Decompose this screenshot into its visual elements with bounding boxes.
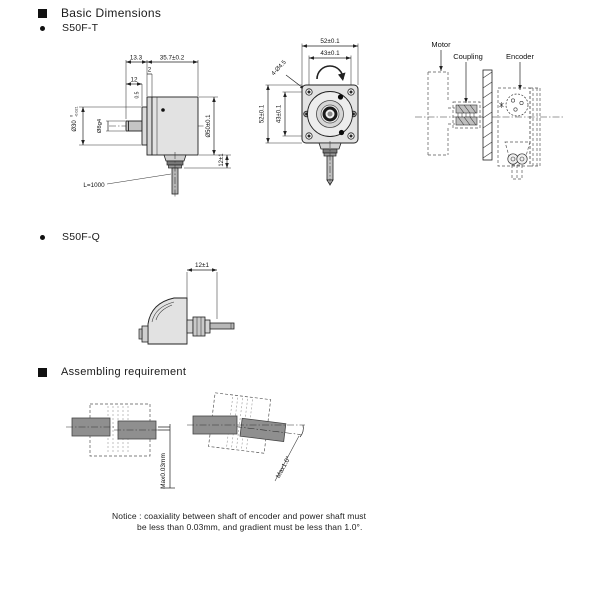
model-s50ft-row — [40, 22, 98, 34]
dim-holes: 4-Ø4.5 — [270, 59, 288, 78]
center-mark-icon — [500, 102, 504, 108]
encoder-rear-circle — [506, 94, 528, 116]
coaxiality-diagram — [62, 396, 180, 498]
dim-52-top: 52±0.1 — [320, 38, 340, 45]
rotation-arrow-icon — [317, 66, 343, 79]
angle-arc — [300, 425, 303, 437]
dim-13-3: 13.3 — [129, 54, 143, 62]
mounting-wall — [483, 70, 492, 160]
coupling-part — [453, 102, 480, 128]
square-bullet-icon — [38, 368, 47, 377]
rotation-arrowhead-icon — [338, 73, 346, 82]
q-cable — [210, 323, 234, 329]
s50fq-drawing — [138, 256, 263, 356]
section-basic-dimensions — [38, 6, 161, 20]
notice-line-2: be less than 0.03mm, and gradient must be less than 1.0°. — [137, 522, 363, 532]
assembling-title: Assembling requirement — [61, 366, 187, 378]
dim-0-5: 0.5 — [134, 91, 141, 99]
encoder-body — [152, 97, 198, 155]
circle-bullet-icon — [40, 235, 45, 240]
offset-marks — [158, 427, 170, 430]
flange-hole-top — [338, 94, 343, 99]
dim-35-7: 35.7±0.2 — [159, 54, 185, 62]
model-s50fq-label: S50F-Q — [62, 231, 100, 243]
flange-hole-bottom — [339, 130, 344, 135]
model-s50fq-row — [40, 231, 100, 243]
motor-label: Motor — [431, 40, 451, 49]
center-boss — [308, 92, 353, 137]
dim-d30-upper-tol: 0 — [69, 114, 74, 117]
motor-outline — [428, 72, 455, 155]
encoder-q-body — [148, 298, 187, 344]
dim-43-left: 43±0.1 — [276, 104, 283, 124]
circle-bullet-icon — [40, 26, 45, 31]
front-flange — [147, 97, 152, 155]
s50ft-side-view-drawing — [64, 48, 236, 200]
dim-d8g4: Ø8g4 — [97, 118, 103, 134]
notice-line-1: Notice : coaxiality between shaft of encoder and power shaft must — [112, 511, 367, 521]
dim-d30-lower-tol: -0.021 — [74, 106, 79, 117]
section-assembling — [38, 366, 186, 378]
svg-text:Ø30: Ø30 — [72, 120, 78, 132]
encoder-gland — [505, 142, 530, 156]
dim-12-1: 12±1 — [219, 153, 225, 167]
body-hole — [161, 108, 165, 112]
q-cable-gland — [187, 317, 234, 336]
front-boss — [142, 326, 148, 342]
mounting-diagram — [413, 38, 568, 190]
coupling-label: Coupling — [453, 52, 483, 61]
mounting-boss — [142, 107, 147, 145]
max-offset-label: Max0.03mm — [160, 453, 167, 489]
dim-12: 12 — [130, 76, 138, 84]
dim-2: 2 — [147, 66, 152, 74]
notice-block — [112, 511, 366, 533]
dim-12-1: 12±1 — [195, 262, 209, 269]
cable-length-label: L=1000 — [83, 182, 105, 189]
encoder-label: Encoder — [506, 52, 534, 61]
s50ft-front-view-drawing — [253, 33, 405, 198]
square-bullet-icon — [38, 9, 47, 18]
dim-d50: Ø50±0.1 — [206, 114, 212, 138]
gradient-diagram — [185, 388, 317, 506]
dim-43-top: 43±0.1 — [320, 50, 340, 57]
max-angle-label: Max1.0° — [274, 455, 293, 480]
dim-52-left: 52±0.1 — [259, 104, 266, 124]
model-s50ft-label: S50F-T — [62, 22, 99, 34]
dim-d30 — [70, 106, 79, 131]
section-title: Basic Dimensions — [61, 6, 162, 20]
encoder-outline — [498, 88, 540, 179]
